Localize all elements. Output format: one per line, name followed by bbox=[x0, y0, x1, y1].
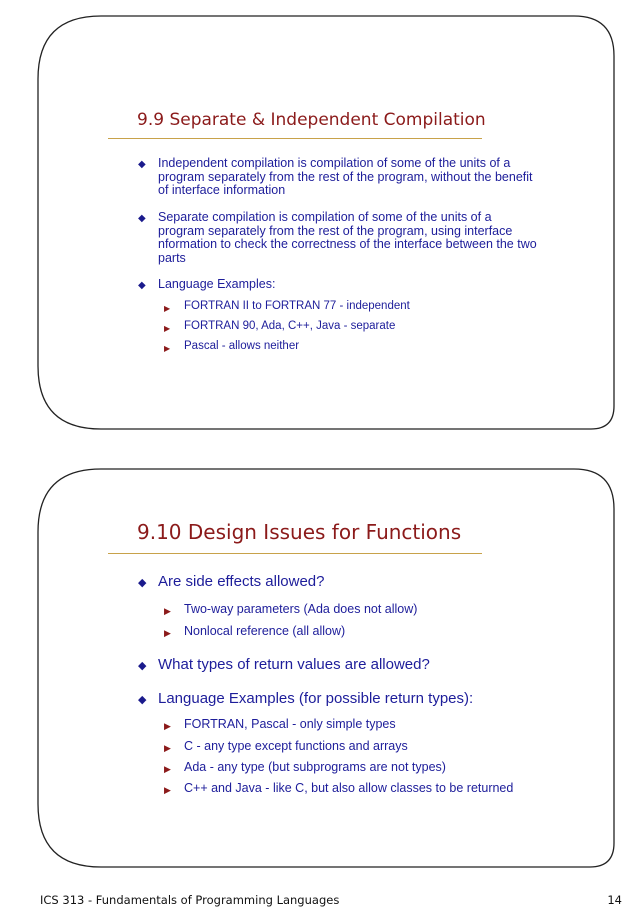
triangle-bullet-icon: ▶ bbox=[164, 785, 171, 795]
sub-bullet-text: C++ and Java - like C, but also allow classes to be returned bbox=[184, 781, 514, 795]
diamond-bullet-icon: ◆ bbox=[138, 577, 147, 589]
bullet-text: Are side effects allowed? bbox=[158, 573, 325, 590]
triangle-bullet-icon: ▶ bbox=[164, 304, 171, 313]
footer-course-title: ICS 313 - Fundamentals of Programming Languages bbox=[40, 893, 340, 907]
page-footer bbox=[40, 893, 622, 907]
sub-bullet-text: Pascal - allows neither bbox=[184, 340, 300, 352]
triangle-bullet-icon: ▶ bbox=[164, 324, 171, 333]
sub-bullet-text: FORTRAN, Pascal - only simple types bbox=[184, 717, 396, 731]
sub-bullet-text: Two-way parameters (Ada does not allow) bbox=[184, 602, 418, 616]
bullet-text: Independent compilation is compilation of some of the units of a program separately from the rest of the program, without the benefit of interface information bbox=[158, 156, 533, 197]
sub-bullet-text: Nonlocal reference (all allow) bbox=[184, 624, 346, 638]
bullet-item bbox=[138, 573, 528, 591]
triangle-bullet-icon: ▶ bbox=[164, 721, 171, 731]
diamond-bullet-icon: ◆ bbox=[138, 213, 146, 224]
bullet-text: Separate compilation is compilation of some of the units of a program separately from the rest of the program, using interface nformation to check the correctness of the interface between the two parts bbox=[158, 210, 537, 265]
diamond-bullet-icon: ◆ bbox=[138, 694, 147, 706]
diamond-bullet-icon: ◆ bbox=[138, 280, 146, 291]
sub-bullet-text: Ada - any type (but subprograms are not types) bbox=[184, 760, 446, 774]
bullet-item bbox=[138, 690, 528, 708]
triangle-bullet-icon: ▶ bbox=[164, 743, 171, 753]
triangle-bullet-icon: ▶ bbox=[164, 764, 171, 774]
bullet-text: What types of return values are allowed? bbox=[158, 656, 430, 673]
bullet-text: Language Examples: bbox=[158, 277, 276, 291]
diamond-bullet-icon: ◆ bbox=[138, 159, 146, 170]
bullet-item bbox=[138, 656, 528, 674]
sub-bullet-text: FORTRAN 90, Ada, C++, Java - separate bbox=[184, 320, 396, 332]
slide-2-title: 9.10 Design Issues for Functions bbox=[137, 520, 462, 544]
diamond-bullet-icon: ◆ bbox=[138, 660, 147, 672]
triangle-bullet-icon: ▶ bbox=[164, 606, 171, 616]
triangle-bullet-icon: ▶ bbox=[164, 628, 171, 638]
triangle-bullet-icon: ▶ bbox=[164, 344, 171, 353]
page-number: 14 bbox=[607, 893, 622, 907]
bullet-text: Language Examples (for possible return types): bbox=[158, 690, 474, 707]
slide-2-title-rule bbox=[108, 553, 482, 554]
slide-1-title: 9.9 Separate & Independent Compilation bbox=[137, 110, 486, 130]
sub-bullet-text: FORTRAN II to FORTRAN 77 - independent bbox=[184, 300, 410, 312]
sub-bullet-text: C - any type except functions and arrays bbox=[184, 739, 408, 753]
